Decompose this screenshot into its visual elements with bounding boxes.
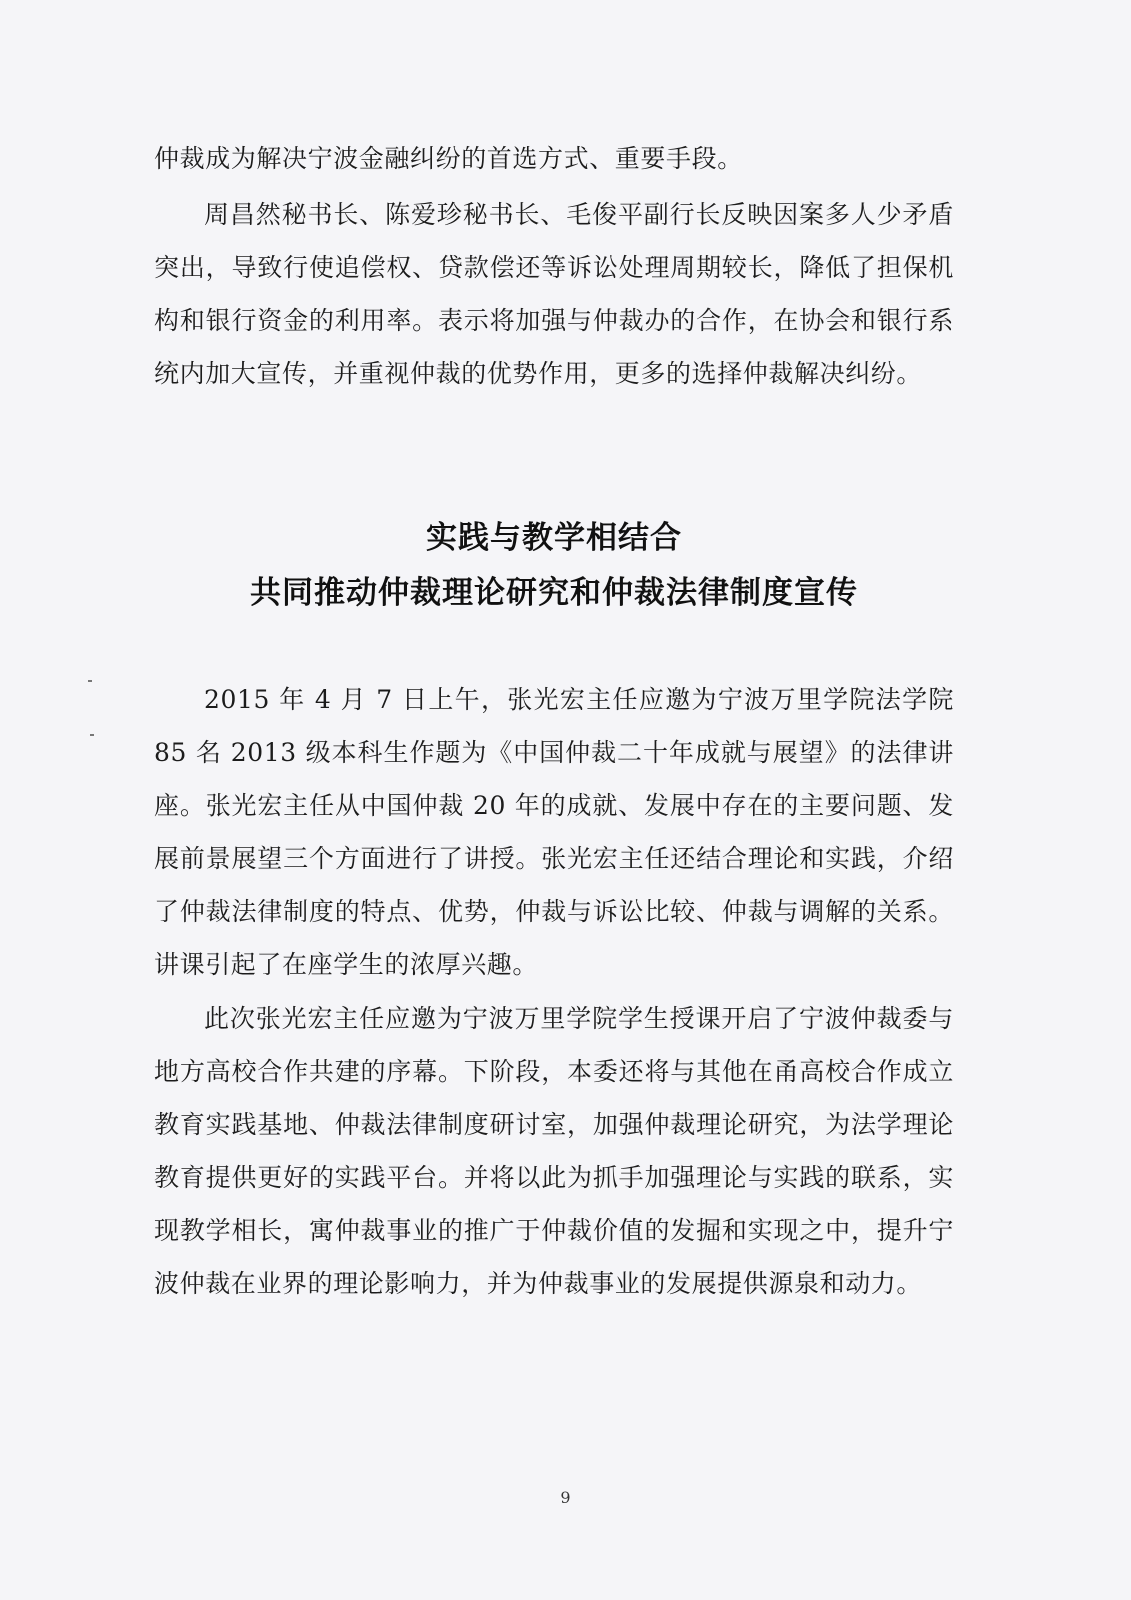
scan-speck [90,734,94,736]
section-heading-line2: 共同推动仲裁理论研究和仲裁法律制度宣传 [250,575,858,611]
section-heading-line1: 实践与教学相结合 [426,520,682,556]
paragraph-feedback: 周昌然秘书长、陈爱珍秘书长、毛俊平副行长反映因案多人少矛盾突出，导致行使追偿权、贷款偿还等诉讼处理周期较长，降低了担保机构和银行资金的利用率。表示将加强与仲裁办的合作，在协会和银行系统内加大宣传，并重视仲裁的优势作用，更多的选择仲裁解决纠纷。 [154,200,954,388]
page-number: 9 [560,1488,571,1507]
scan-speck [88,680,92,682]
paragraph-lecture: 2015 年 4 月 7 日上午，张光宏主任应邀为宁波万里学院法学院 85 名 2013 级本科生作题为《中国仲裁二十年成就与展望》的法律讲座。张光宏主任从中国仲裁 20 年的成就、发展中存在的主要问题、发展前景展望三个方面进行了讲授。张光宏主任还结合理论和实践，介绍了仲裁法律制度的特点、优势，仲裁与诉讼比较、仲裁与调解的关系。讲课引起了在座学生的浓厚兴趣。 [154,685,954,979]
paragraph-cooperation: 此次张光宏主任应邀为宁波万里学院学生授课开启了宁波仲裁委与地方高校合作共建的序幕。下阶段，本委还将与其他在甬高校合作成立教育实践基地、仲裁法律制度研讨室，加强仲裁理论研究，为法学理论教育提供更好的实践平台。并将以此为抓手加强理论与实践的联系，实现教学相长，寓仲裁事业的推广于仲裁价值的发掘和实现之中，提升宁波仲裁在业界的理论影响力，并为仲裁事业的发展提供源泉和动力。 [154,1004,954,1298]
paragraph-continuation: 仲裁成为解决宁波金融纠纷的首选方式、重要手段。 [154,144,743,173]
